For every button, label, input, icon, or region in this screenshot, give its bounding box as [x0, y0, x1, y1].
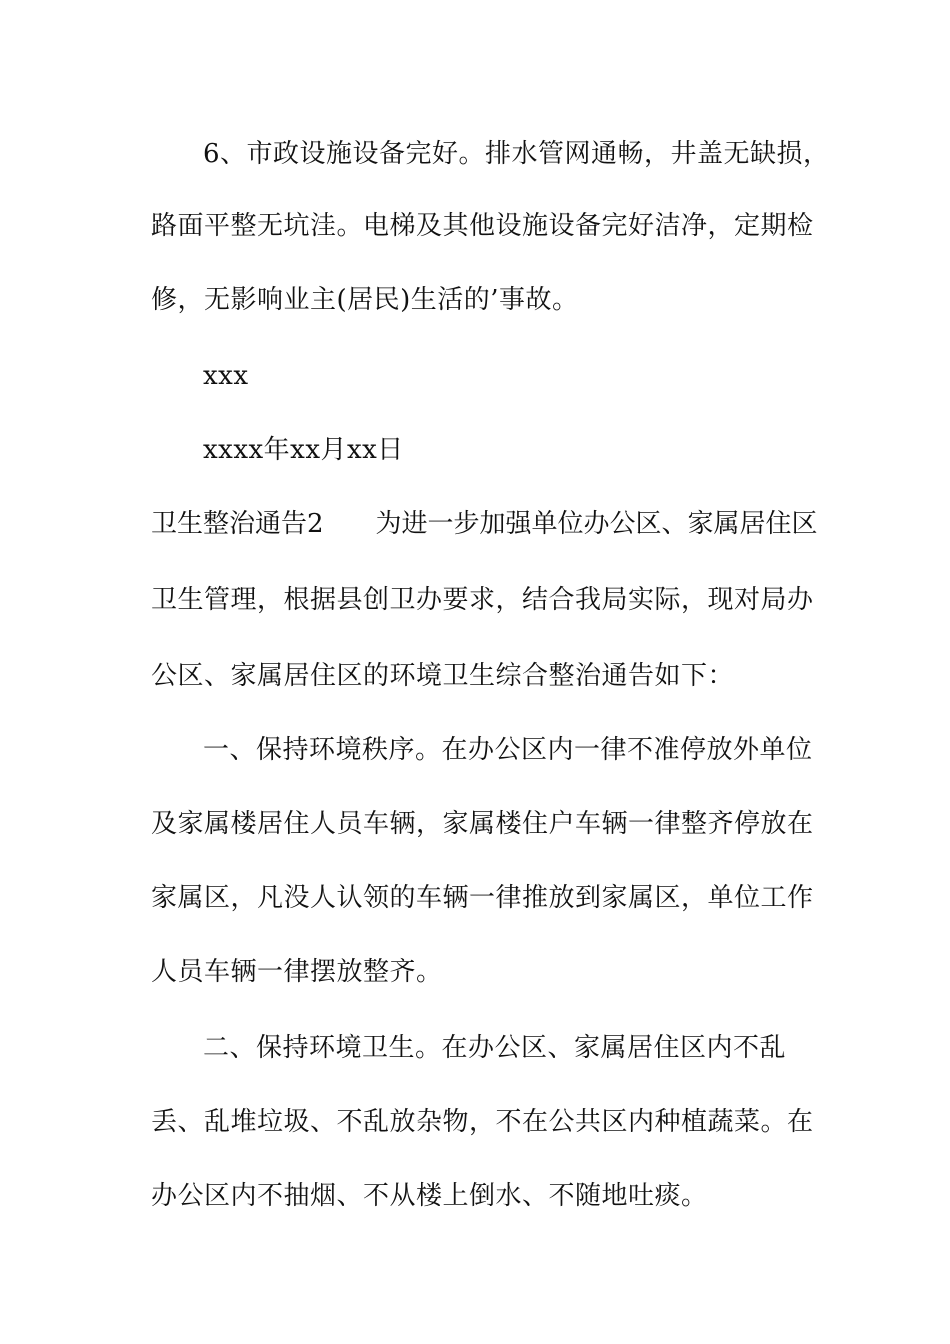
item6-line-3: 修，无影响业主(居民)生活的’事故。 — [151, 285, 579, 315]
notice2-line-3: 公区、家属居住区的环境卫生综合整治通告如下： — [151, 661, 735, 691]
section2-line-2: 丢、乱堆垃圾、不乱放杂物，不在公共区内种植蔬菜。在 — [151, 1107, 814, 1137]
notice2-title: 卫生整治通告2 — [151, 509, 324, 539]
notice2-line-1: 为进一步加强单位办公区、家属居住区 — [375, 509, 818, 539]
item6-line-1: 6、市政设施设备完好。排水管网通畅，井盖无缺损， — [203, 139, 830, 169]
notice2-title-row — [151, 508, 818, 540]
section2-line-3: 办公区内不抽烟、不从楼上倒水、不随地吐痰。 — [151, 1181, 708, 1211]
item6-line-2: 路面平整无坑洼。电梯及其他设施设备完好洁净，定期检 — [151, 211, 814, 241]
date: xxxx年xx月xx日 — [203, 435, 404, 465]
notice2-line-2: 卫生管理，根据县创卫办要求，结合我局实际，现对局办 — [151, 585, 814, 615]
section1-line-2: 及家属楼居住人员车辆，家属楼住户车辆一律整齐停放在 — [151, 809, 814, 839]
section1-line-1: 一、保持环境秩序。在办公区内一律不准停放外单位 — [203, 735, 813, 765]
section2-line-1: 二、保持环境卫生。在办公区、家属居住区内不乱 — [203, 1033, 787, 1063]
section1-line-3: 家属区，凡没人认领的车辆一律推放到家属区，单位工作 — [151, 883, 814, 913]
section1-line-4: 人员车辆一律摆放整齐。 — [151, 957, 443, 987]
signature: xxx — [203, 361, 249, 391]
